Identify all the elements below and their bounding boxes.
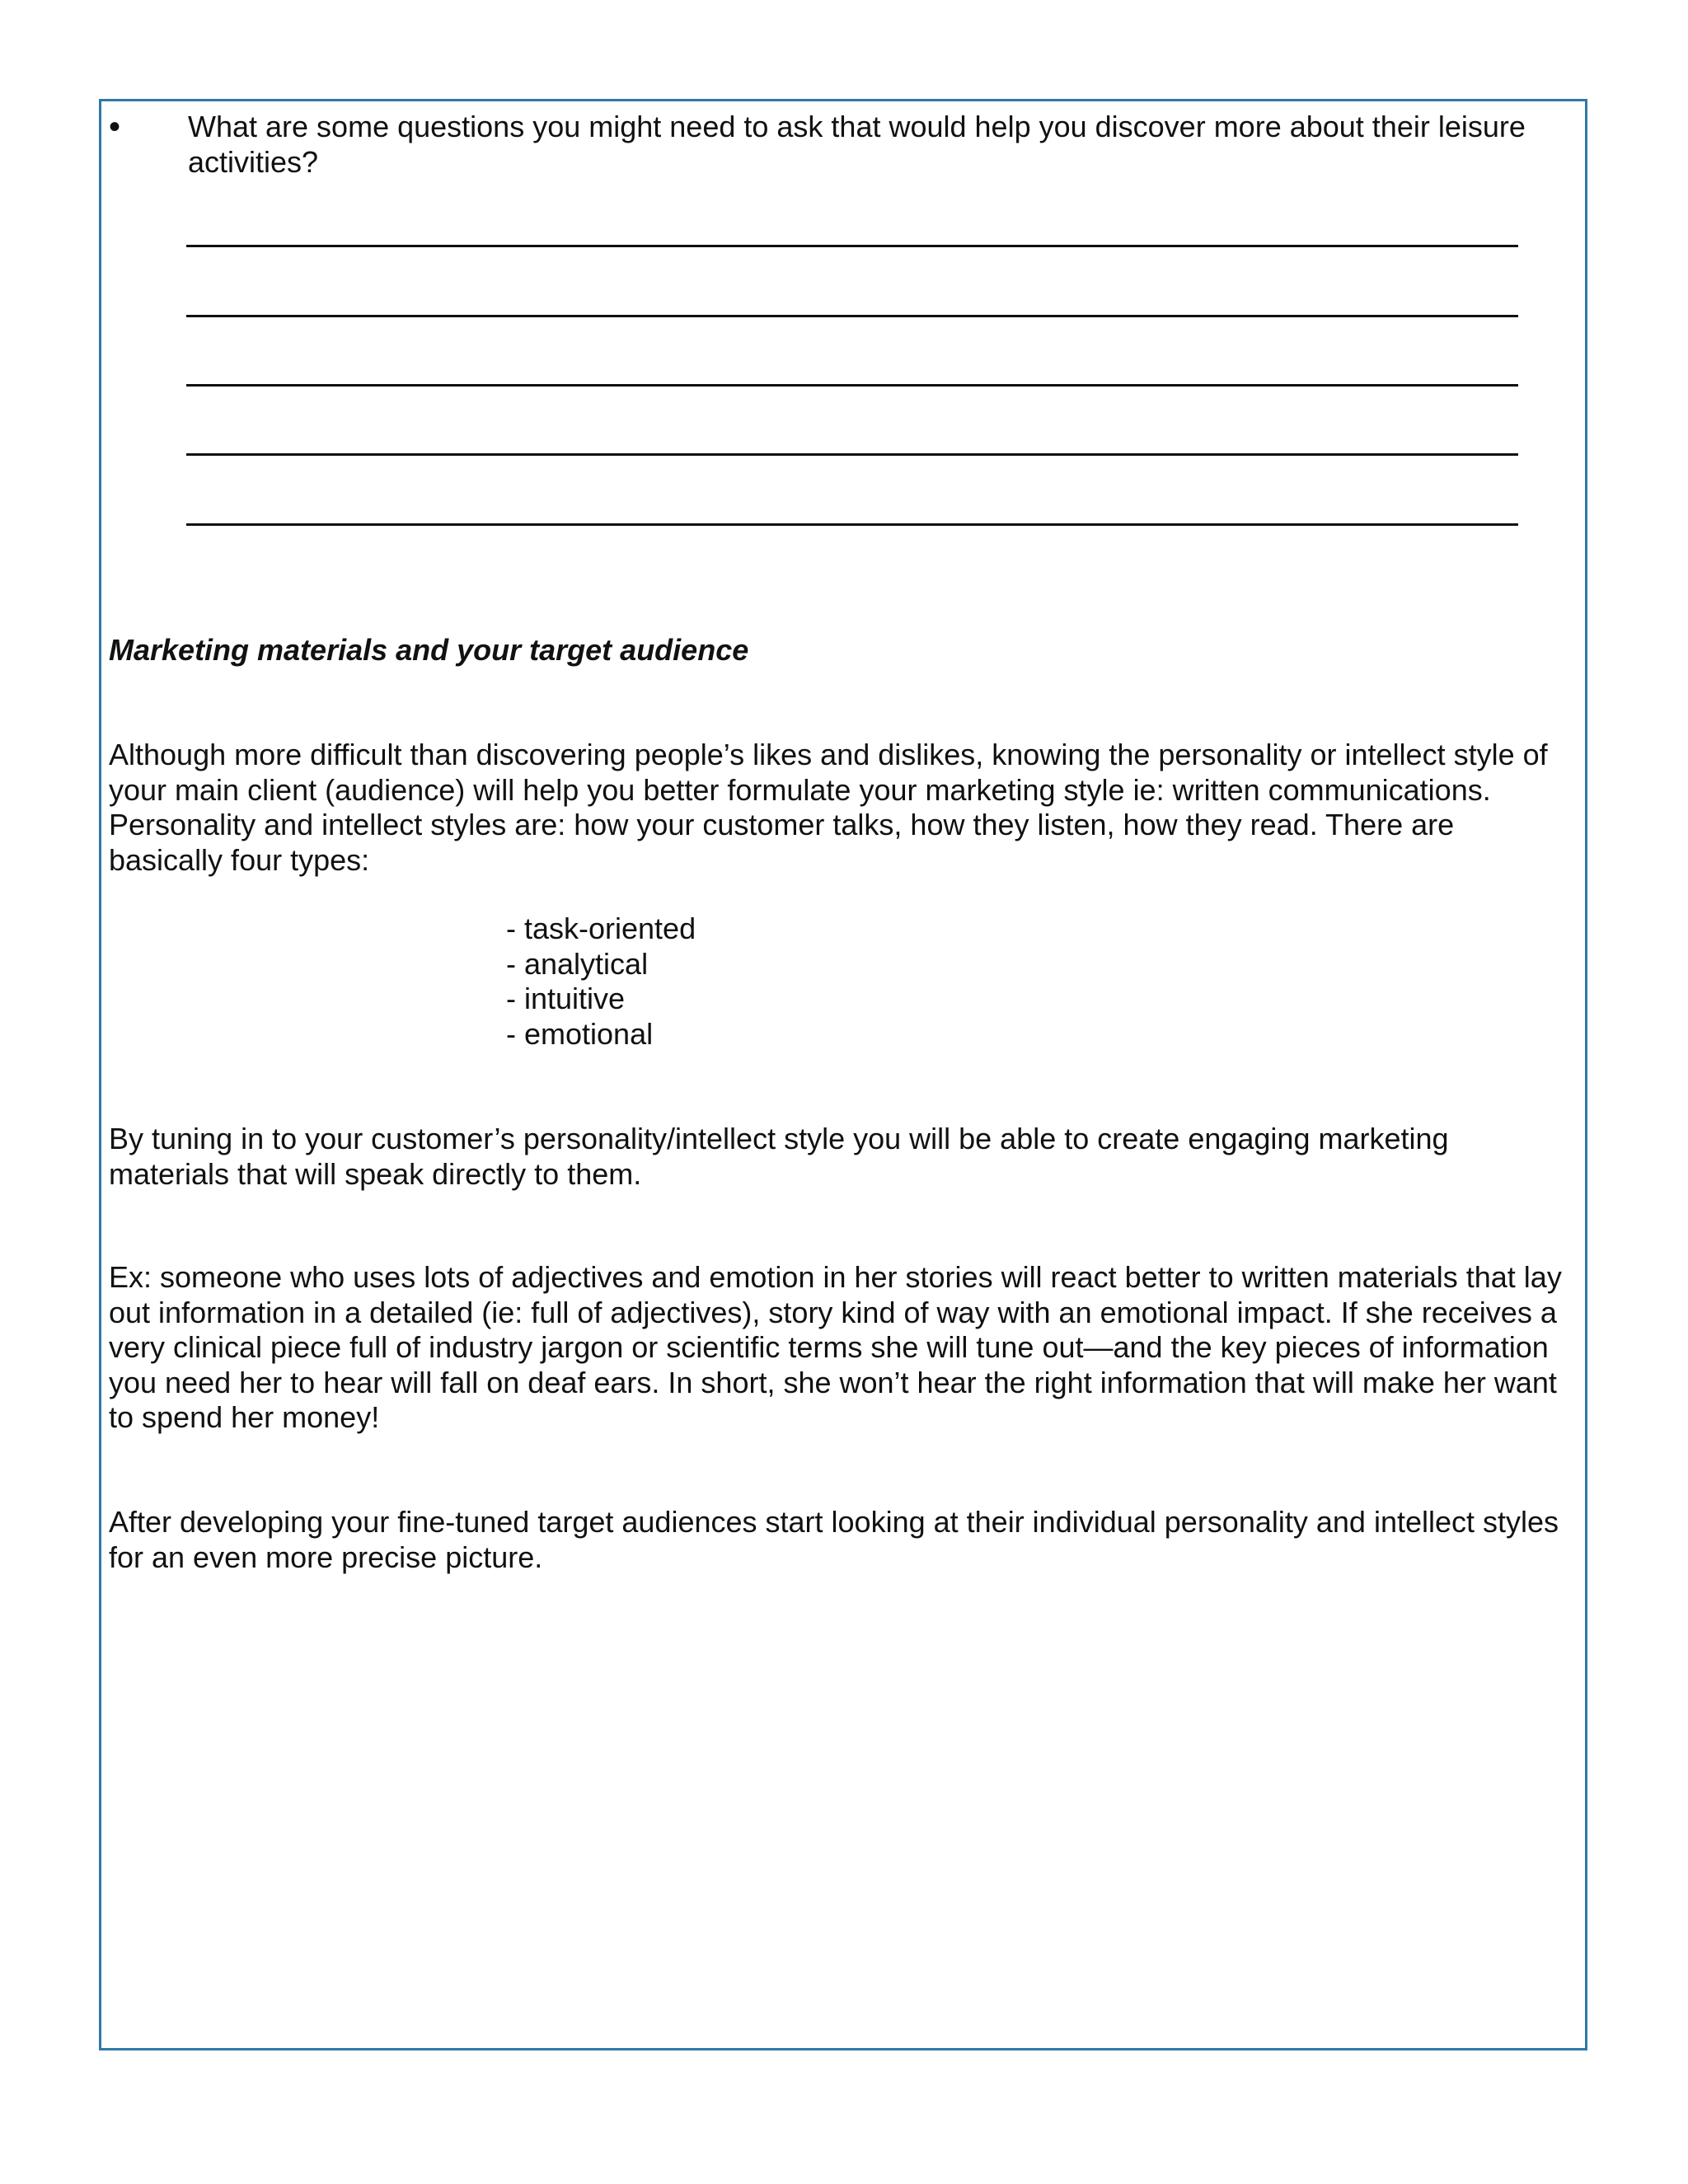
question-text: What are some questions you might need to ask that would help you discover more about their leisure activities?: [188, 110, 1526, 179]
answer-line-3[interactable]: [186, 384, 1518, 387]
list-item: - analytical: [506, 946, 649, 981]
section-heading: Marketing materials and your target audience: [109, 633, 749, 667]
bullet-dot: •: [109, 109, 121, 145]
content-frame: [99, 99, 1587, 2050]
closing-paragraph: After developing your fine-tuned target audiences start looking at their individual personality and intellect styles for an even more precise picture.: [109, 1505, 1559, 1574]
list-item: - emotional: [506, 1016, 654, 1051]
intro-paragraph: Although more difficult than discovering people’s likes and dislikes, knowing the personality or intellect style of your main client (audience) will help you better formulate your marketing style ie: written communications. Personality and intellect styles are: how your customer talks, how they listen, how they read. There are basically four types:: [109, 738, 1548, 877]
list-item: - intuitive: [506, 982, 626, 1015]
list-item: - task-oriented: [506, 912, 696, 945]
example-paragraph: Ex: someone who uses lots of adjectives and emotion in her stories will react better to written materials that lay out information in a detailed (ie: full of adjectives), story kind of way with an emotional impact. If she receives a very clinical piece full of industry jargon or scientific terms she will tune out—and the key pieces of information you need her to hear will fall on deaf ears. In short, she won’t hear the right information that will make her want to spend her money!: [109, 1260, 1562, 1434]
answer-line-2[interactable]: [186, 315, 1518, 317]
answer-line-4[interactable]: [186, 453, 1518, 456]
tuning-paragraph: By tuning in to your customer’s personality/intellect style you will be able to create engaging marketing materials that will speak directly to them.: [109, 1122, 1449, 1191]
answer-line-5[interactable]: [186, 523, 1518, 526]
answer-line-1[interactable]: [186, 245, 1518, 247]
types-list: [506, 912, 696, 1052]
